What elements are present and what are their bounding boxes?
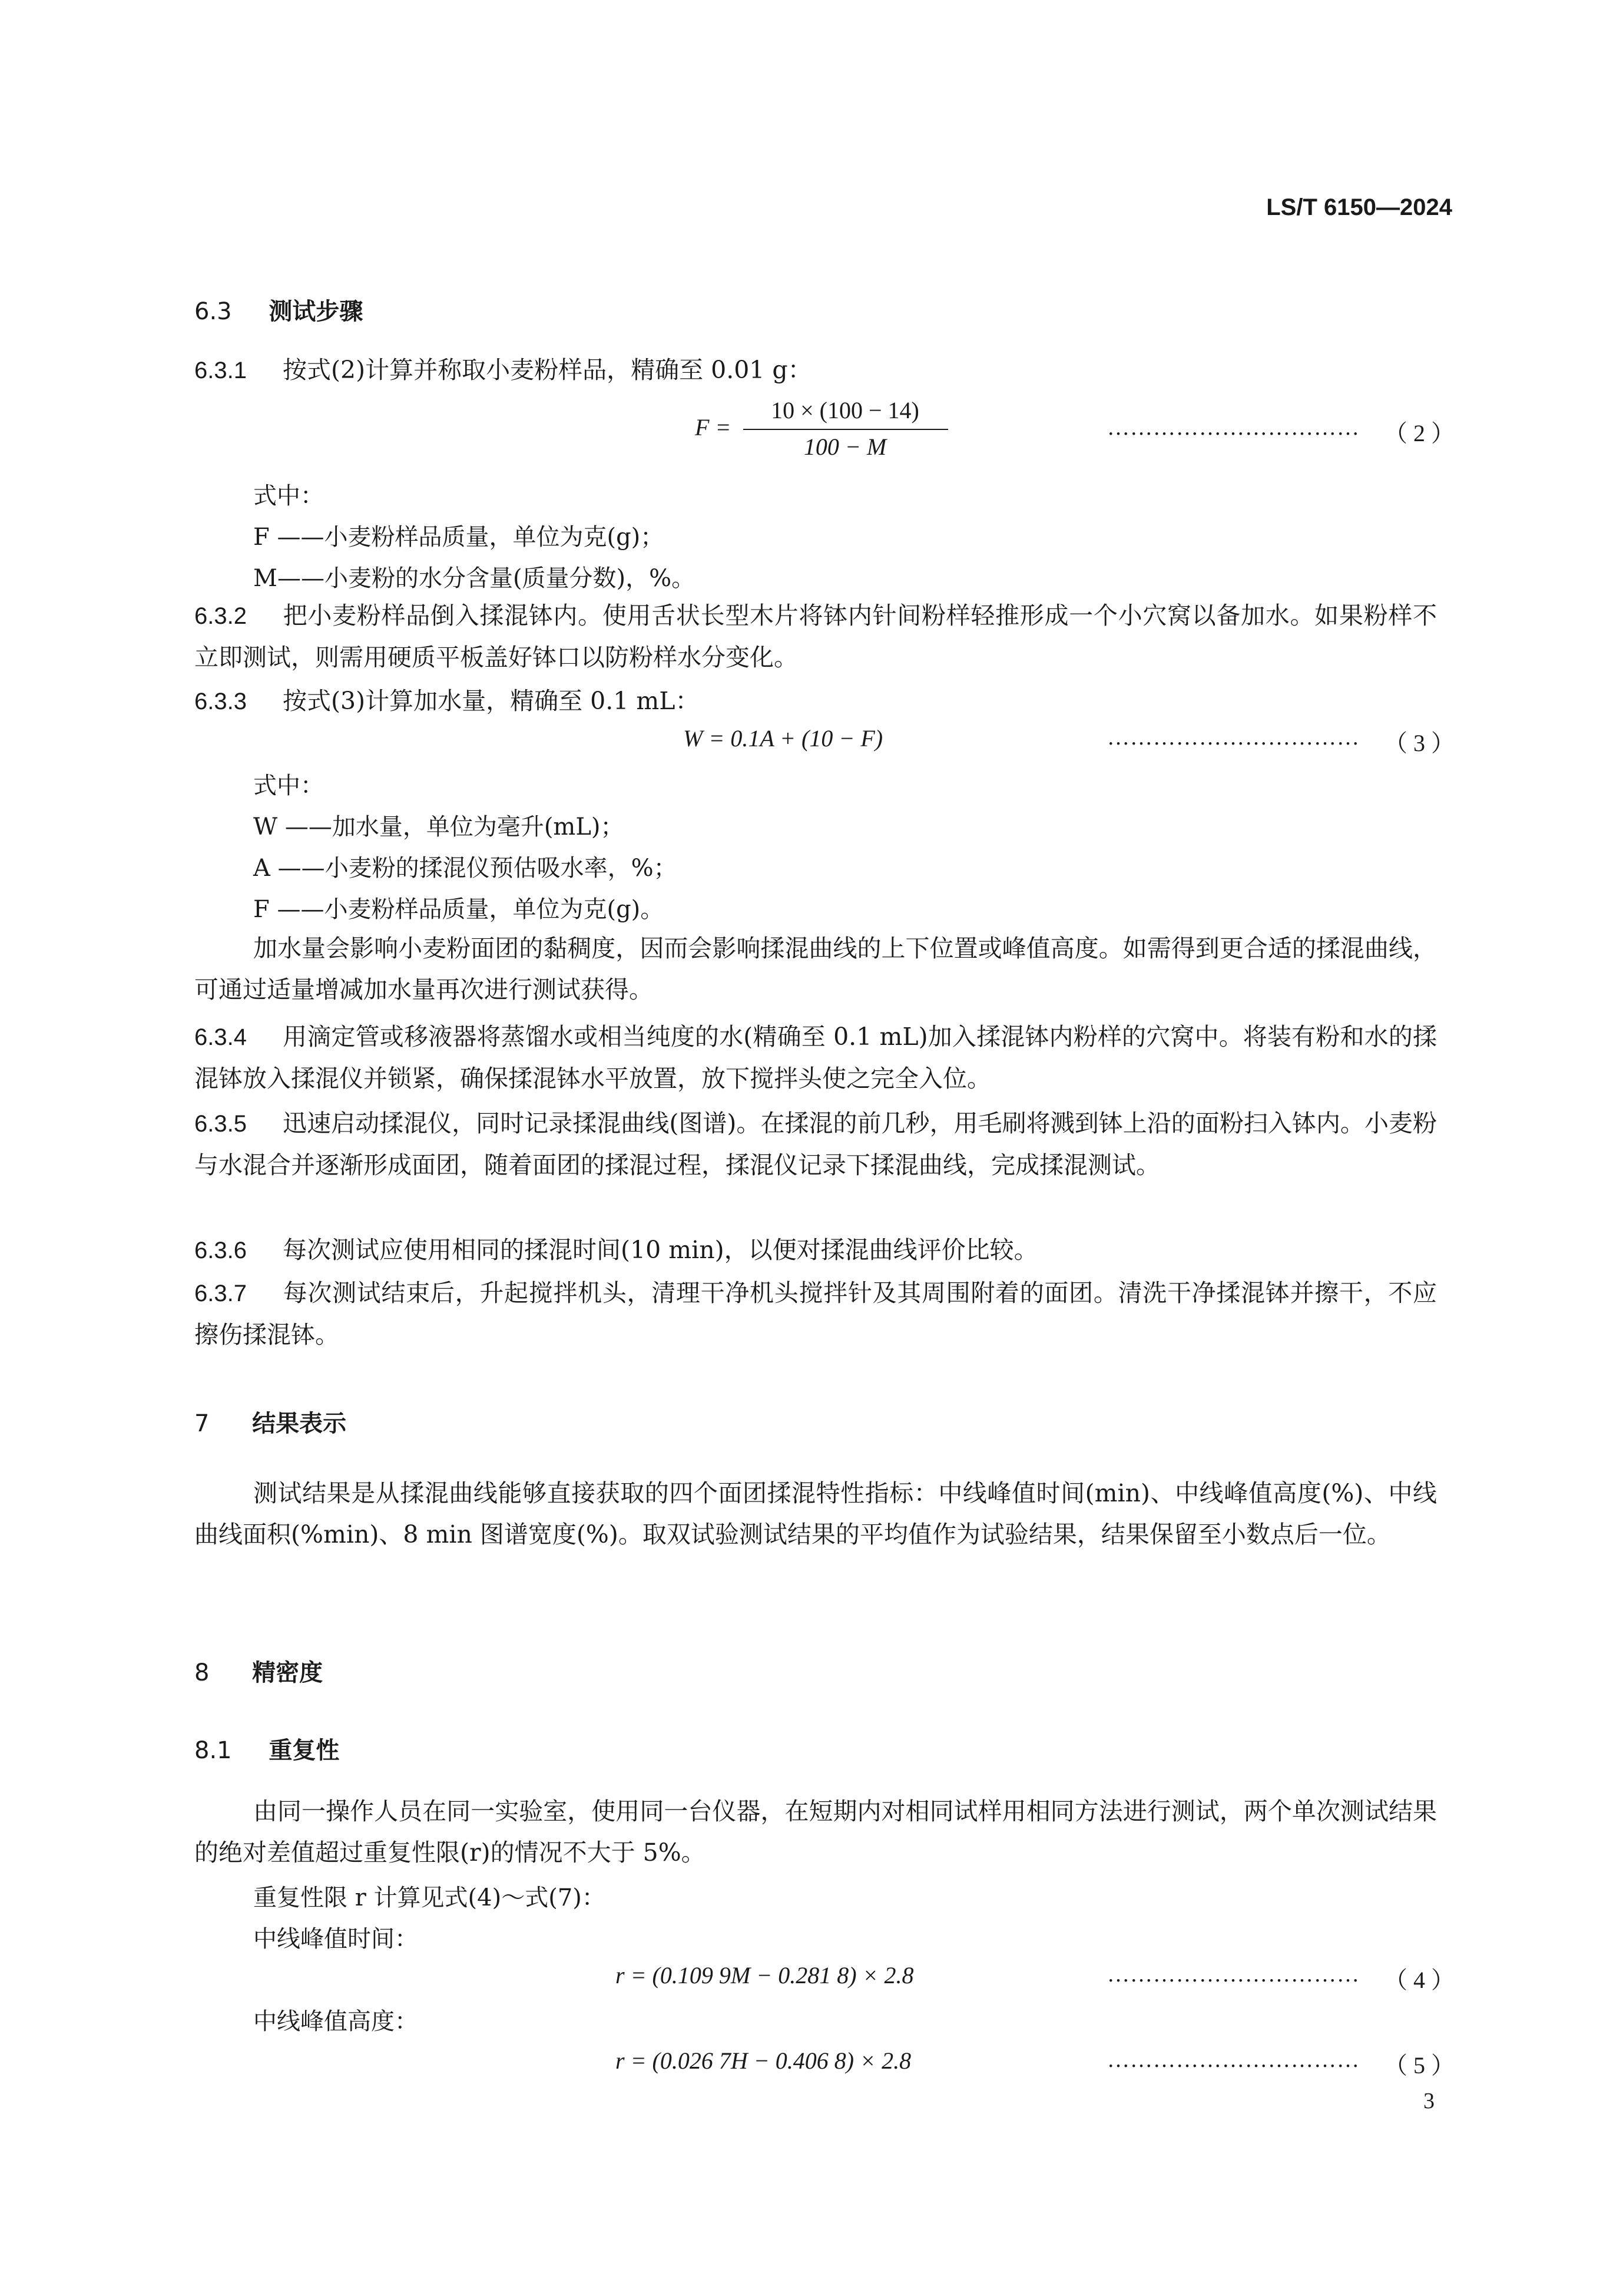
clause-number: 6.3.6: [194, 1238, 247, 1263]
formula-4-number: （ 4 ）: [1384, 1967, 1455, 1993]
clause-text: 迅速启动揉混仪，同时记录揉混曲线(图谱)。在揉混的前几秒，用毛刷将溅到钵上沿的面粉扫入钵内。小麦粉与水混合并逐渐形成面团，随着面团的揉混过程，揉混仪记录下揉混曲线，完成揉混测试。: [194, 1109, 1437, 1179]
clause-number: 6.3.4: [194, 1024, 247, 1050]
clause-6-3-6: [194, 1229, 1437, 1271]
formula-2-fraction-bar: [743, 429, 948, 430]
clause-number: 6.3.1: [194, 358, 247, 383]
clause-text: 按式(3)计算加水量，精确至 0.1 mL：: [283, 687, 700, 715]
definition-A: A ——小麦粉的揉混仪预估吸水率，%；: [253, 855, 677, 882]
section-number: 8: [194, 1659, 210, 1686]
section-7-text: 测试结果是从揉混曲线能够直接获取的四个面团揉混特性指标：中线峰值时间(min)、中线峰值高度(%)、中线曲线面积(%min)、8 min 图谱宽度(%)。取双试验测试结果的平均值作为试验结果，结果保留至小数点后一位。: [194, 1479, 1437, 1549]
where-label: 式中：: [253, 772, 324, 799]
clause-6-3-4: [194, 1016, 1437, 1099]
formula-5-number: （ 5 ）: [1384, 2052, 1455, 2079]
formula-3-number: （ 3 ）: [1384, 730, 1455, 756]
section-8-1-text: 由同一操作人员在同一实验室，使用同一台仪器，在短期内对相同试样用相同方法进行测试，两个单次测试结果的绝对差值超过重复性限(r)的情况不大于 5%。: [194, 1797, 1437, 1867]
formula-4: r = (0.109 9M − 0.281 8) × 2.8: [615, 1962, 914, 1989]
section-6-3-heading: [194, 293, 363, 326]
section-title: 精密度: [252, 1659, 323, 1686]
formula-5: r = (0.026 7H − 0.406 8) × 2.8: [615, 2047, 912, 2074]
formula-4-label: 中线峰值时间：: [253, 1926, 418, 1953]
clause-number: 6.3.3: [194, 689, 247, 714]
formula-3: W = 0.1A + (10 − F): [683, 725, 883, 752]
section-title: 测试步骤: [269, 298, 363, 325]
section-number: 8.1: [194, 1737, 232, 1764]
clause-text: 每次测试结束后，升起搅拌机头，清理干净机头搅拌针及其周围附着的面团。清洗干净揉混钵并擦干，不应擦伤揉混钵。: [194, 1279, 1437, 1349]
section-8-1-heading: [194, 1732, 339, 1765]
formula-3-leader: ……………………………: [1107, 725, 1360, 750]
formula-2-numerator: 10 × (100 − 14): [771, 397, 919, 424]
page-number: 3: [1423, 2089, 1435, 2113]
formula-2-denominator: 100 − M: [803, 434, 887, 460]
definition-M: M——小麦粉的水分含量(质量分数)，%。: [253, 565, 695, 592]
definition-W: W ——加水量，单位为毫升(mL)；: [253, 813, 624, 841]
section-title: 结果表示: [252, 1410, 347, 1437]
clause-6-3-2: [194, 595, 1437, 678]
clause-text: 用滴定管或移液器将蒸馏水或相当纯度的水(精确至 0.1 mL)加入揉混钵内粉样的穴窝中。将装有粉和水的揉混钵放入揉混仪并锁紧，确保揉混钵水平放置，放下搅拌头使之完全入位。: [194, 1023, 1437, 1093]
section-8-heading: [194, 1654, 323, 1688]
definition-F: F ——小麦粉样品质量，单位为克(g)。: [253, 896, 664, 923]
clause-number: 6.3.7: [194, 1281, 247, 1306]
clause-6-3-3-note: 加水量会影响小麦粉面团的黏稠度，因而会影响揉混曲线的上下位置或峰值高度。如需得到更合适的揉混曲线，可通过适量增减加水量再次进行测试获得。: [194, 934, 1437, 1004]
clause-text: 每次测试应使用相同的揉混时间(10 min)，以便对揉混曲线评价比较。: [283, 1236, 1038, 1264]
section-number: 6.3: [194, 298, 232, 325]
definition-F: F ——小麦粉样品质量，单位为克(g)；: [253, 524, 664, 551]
clause-text: 按式(2)计算并称取小麦粉样品，精确至 0.01 g：: [283, 356, 812, 384]
standard-code: LS/T 6150—2024: [1266, 194, 1452, 220]
section-title: 重复性: [269, 1737, 340, 1764]
clause-6-3-3: [194, 680, 1437, 722]
formula-2-leader: ……………………………: [1107, 415, 1360, 440]
repeatability-calc-text: 重复性限 r 计算见式(4)～式(7)：: [253, 1884, 605, 1911]
section-number: 7: [194, 1410, 210, 1437]
formula-5-leader: ……………………………: [1107, 2047, 1360, 2072]
formula-2-number: （ 2 ）: [1384, 420, 1455, 446]
formula-2-lhs: F =: [695, 414, 731, 441]
formula-5-label: 中线峰值高度：: [253, 2008, 418, 2035]
clause-6-3-1: [194, 349, 1437, 391]
clause-text: 把小麦粉样品倒入揉混钵内。使用舌状长型木片将钵内针间粉样轻推形成一个小穴窝以备加水。如果粉样不立即测试，则需用硬质平板盖好钵口以防粉样水分变化。: [194, 601, 1437, 671]
where-label: 式中：: [253, 482, 324, 510]
clause-number: 6.3.5: [194, 1111, 247, 1137]
clause-number: 6.3.2: [194, 603, 247, 629]
clause-6-3-5: [194, 1103, 1437, 1186]
formula-4-leader: ……………………………: [1107, 1962, 1360, 1987]
section-7-heading: [194, 1405, 346, 1438]
clause-6-3-7: [194, 1272, 1437, 1355]
